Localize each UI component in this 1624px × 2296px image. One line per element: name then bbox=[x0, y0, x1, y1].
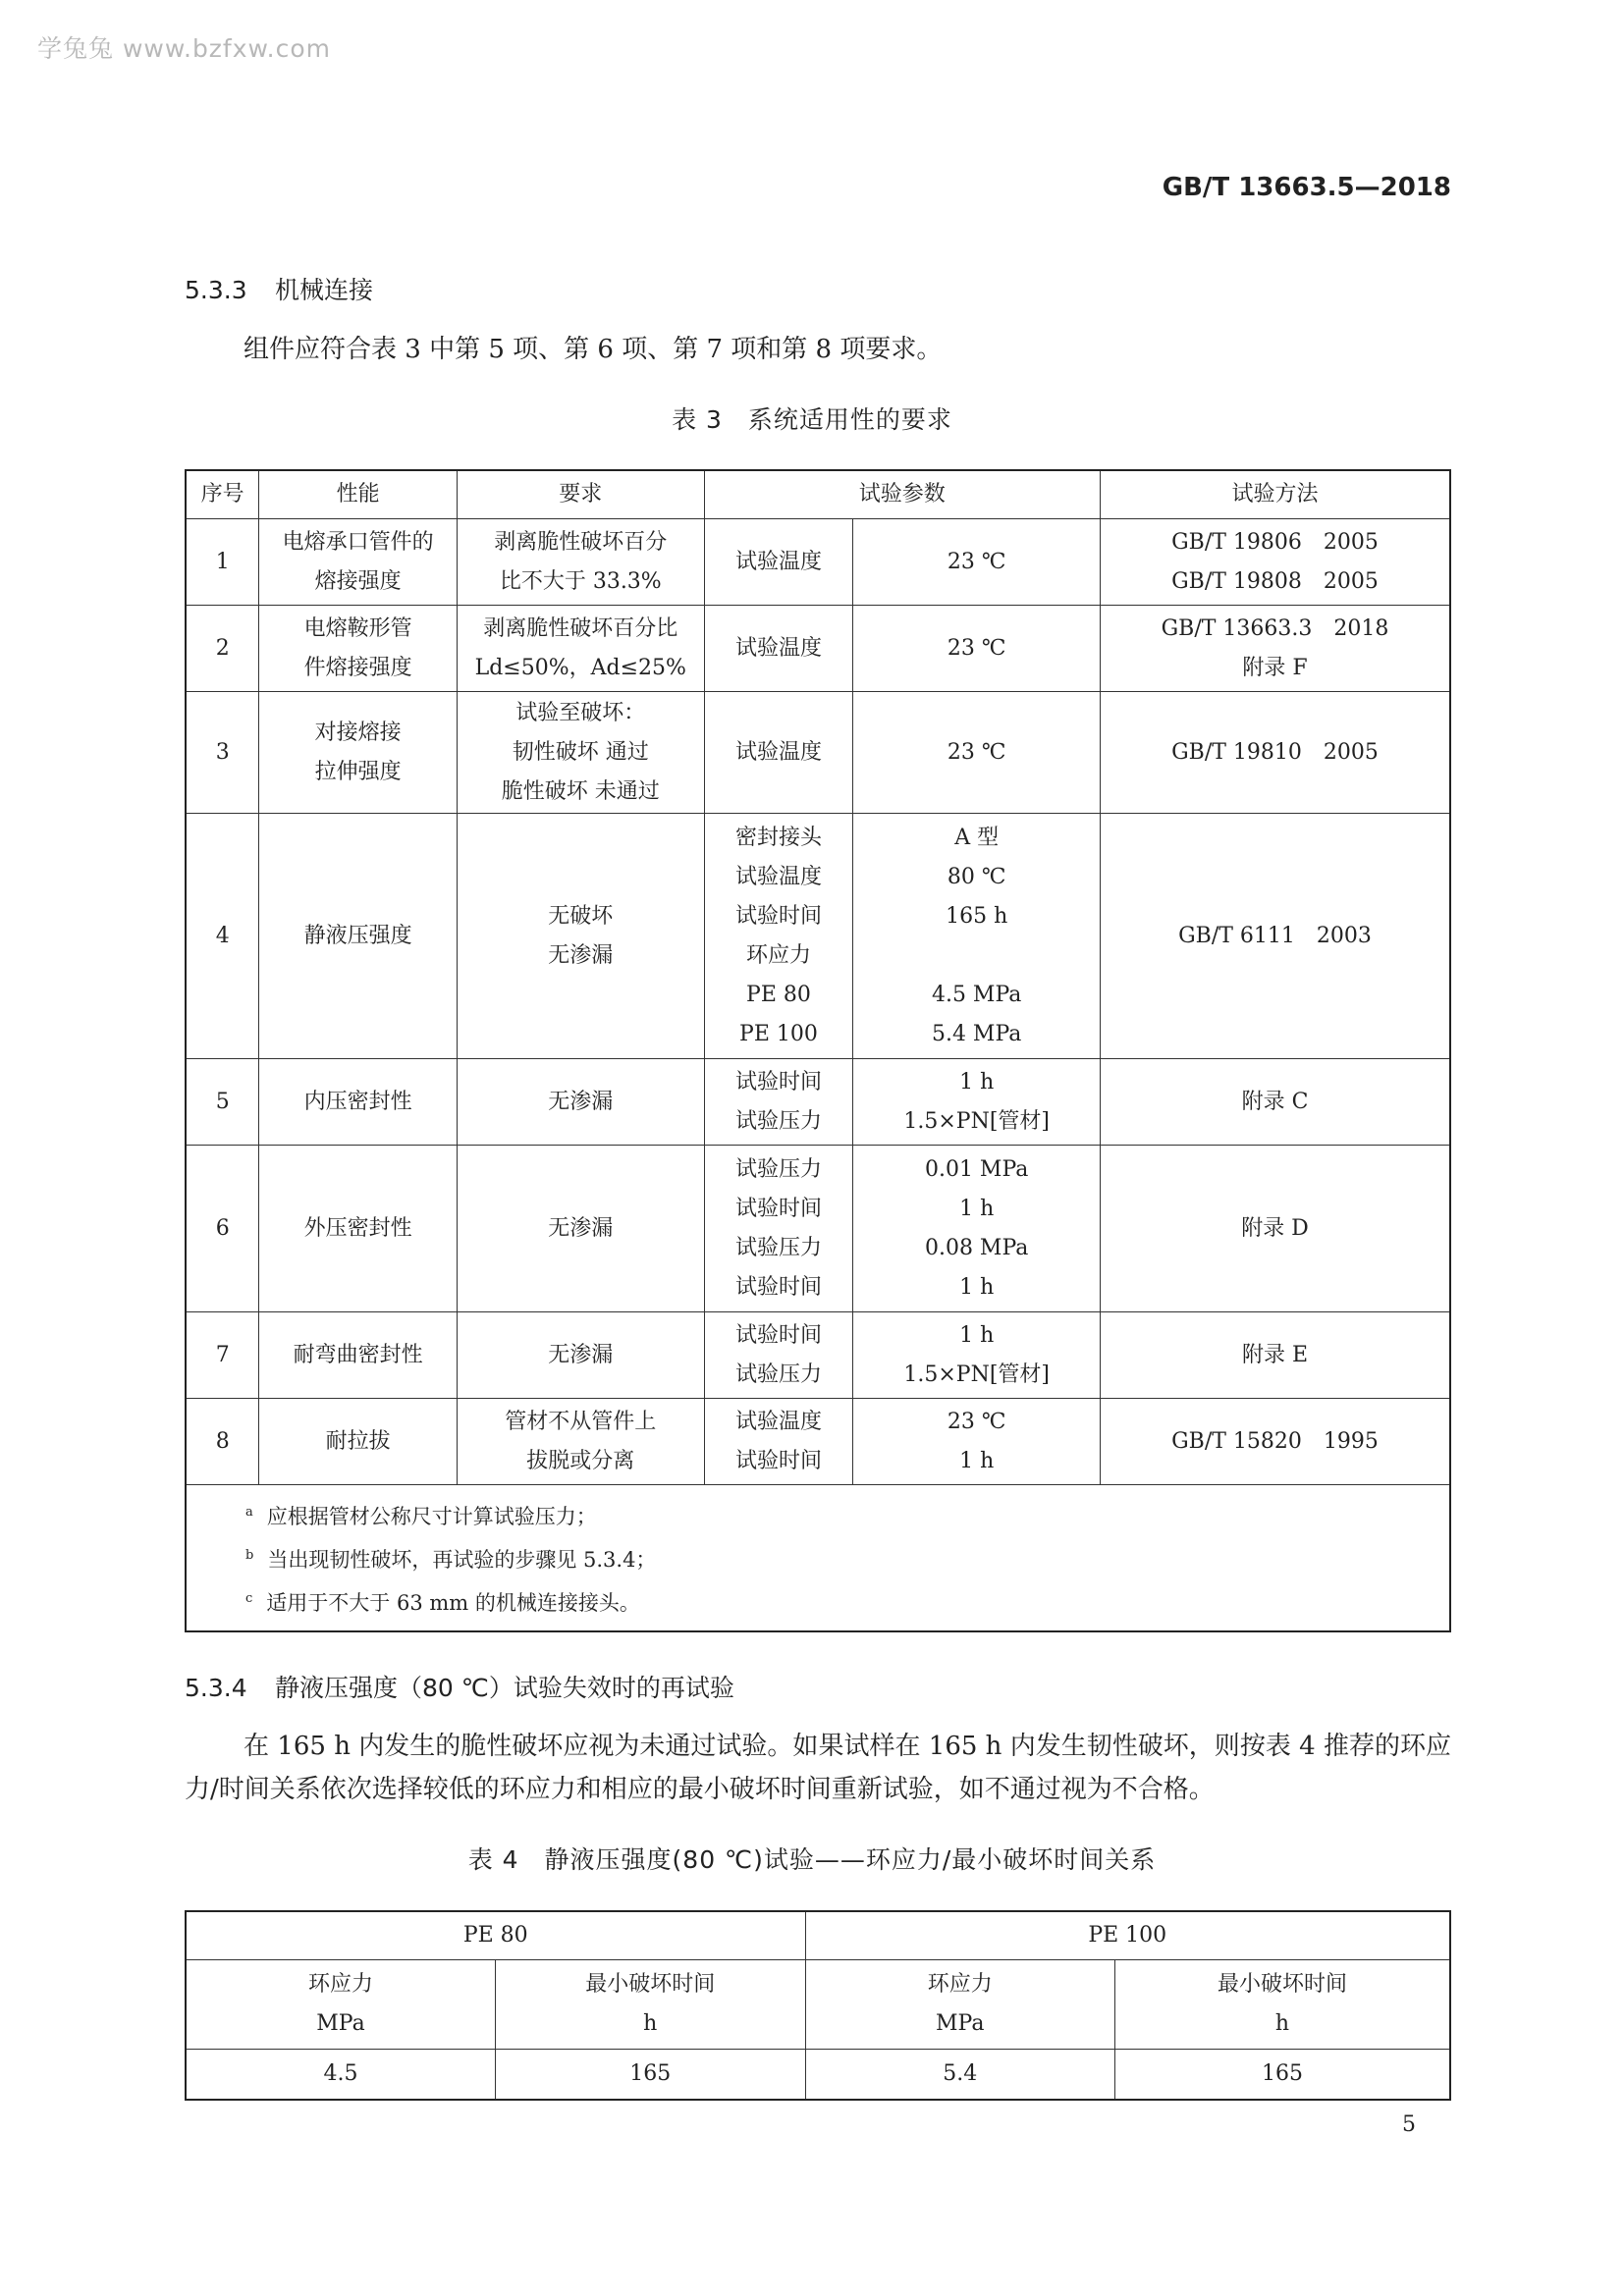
param-label: 试验时间 bbox=[734, 1322, 822, 1348]
param-label: 试验温度 bbox=[734, 635, 822, 661]
section-title: 机械连接 bbox=[275, 276, 374, 304]
footnote bbox=[245, 1536, 1449, 1579]
footnote-mark: b bbox=[245, 1548, 254, 1563]
column-header bbox=[805, 1960, 1115, 2050]
param-value-cell bbox=[853, 692, 1101, 814]
property-line: 电熔鞍形管 bbox=[303, 615, 412, 641]
param-label: 试验压力 bbox=[734, 1108, 822, 1134]
param-label: 密封接头 bbox=[734, 825, 822, 850]
requirement-line: 比不大于 33.3% bbox=[499, 568, 662, 594]
row-number: 3 bbox=[186, 692, 259, 814]
requirement-line: 无渗漏 bbox=[548, 942, 614, 968]
standard-code: GB/T 13663.5—2018 bbox=[1162, 173, 1451, 202]
page-number: 5 bbox=[1402, 2112, 1416, 2137]
param-label-cell bbox=[704, 692, 853, 814]
footnote bbox=[245, 1493, 1449, 1536]
requirement-line: 管材不从管件上 bbox=[505, 1409, 657, 1434]
requirement-line: 韧性破坏 通过 bbox=[512, 739, 649, 765]
requirement-line: 剥离脆性破坏百分比 bbox=[483, 615, 678, 641]
paragraph-5-3-4: 在 165 h 内发生的脆性破坏应视为未通过试验。如果试样在 165 h 内发生韧性破坏，则按表 4 推荐的环应力/时间关系依次选择较低的环应力和相应的最小破坏时间重新试验，如不通过视为不合格。 bbox=[185, 1732, 1451, 1804]
method-line: GB/T 19808 2005 bbox=[1171, 568, 1379, 594]
group-pe80: PE 80 bbox=[186, 1911, 805, 1960]
column-name: 环应力 bbox=[927, 1972, 993, 1997]
table3-row bbox=[186, 1312, 1450, 1399]
header-no: 序号 bbox=[186, 470, 259, 519]
column-header bbox=[186, 1960, 496, 2050]
param-label-cell bbox=[704, 814, 853, 1059]
param-value-cell bbox=[853, 519, 1101, 606]
section-title: 静液压强度（80 ℃）试验失效时的再试验 bbox=[275, 1674, 734, 1702]
param-value: 1 h bbox=[959, 1196, 995, 1221]
property-line: 耐弯曲密封性 bbox=[293, 1342, 423, 1367]
table3-row bbox=[186, 519, 1450, 606]
property-cell bbox=[259, 1312, 458, 1399]
property-cell bbox=[259, 814, 458, 1059]
param-label: 试验时间 bbox=[734, 903, 822, 929]
row-number: 7 bbox=[186, 1312, 259, 1399]
row-number: 1 bbox=[186, 519, 259, 606]
param-value bbox=[853, 936, 1100, 976]
column-unit: MPa bbox=[316, 2011, 365, 2036]
footnote-mark: c bbox=[245, 1591, 253, 1606]
requirement-line: 无渗漏 bbox=[548, 1089, 614, 1114]
watermark: 学兔兔 www.bzfxw.com bbox=[37, 34, 332, 63]
method-cell bbox=[1101, 519, 1450, 606]
param-label-cell bbox=[704, 606, 853, 692]
column-unit: MPa bbox=[936, 2011, 985, 2036]
requirement-cell bbox=[457, 1146, 704, 1312]
param-value: 5.4 MPa bbox=[931, 1021, 1022, 1046]
property-cell bbox=[259, 1059, 458, 1146]
footnotes-cell bbox=[186, 1485, 1450, 1632]
requirement-line: Ld≤50%，Ad≤25% bbox=[474, 655, 686, 680]
requirement-cell bbox=[457, 1312, 704, 1399]
row-number: 4 bbox=[186, 814, 259, 1059]
property-line: 件熔接强度 bbox=[303, 655, 412, 680]
requirement-line: 无渗漏 bbox=[548, 1215, 614, 1241]
table4-cell: 4.5 bbox=[186, 2050, 496, 2101]
property-line: 电熔承口管件的 bbox=[282, 529, 434, 555]
column-name: 最小破坏时间 bbox=[1218, 1972, 1348, 1997]
requirement-line: 脆性破坏 未通过 bbox=[501, 778, 660, 804]
param-value-cell bbox=[853, 1146, 1101, 1312]
param-value-cell bbox=[853, 1059, 1101, 1146]
column-name: 最小破坏时间 bbox=[585, 1972, 716, 1997]
table3-row bbox=[186, 1399, 1450, 1485]
property-cell bbox=[259, 606, 458, 692]
table4-cell: 165 bbox=[1115, 2050, 1450, 2101]
requirement-line: 无破坏 bbox=[548, 903, 614, 929]
header-property: 性能 bbox=[259, 470, 458, 519]
footnote-text: 当出现韧性破坏，再试验的步骤见 5.3.4； bbox=[267, 1548, 657, 1572]
param-label: 试验温度 bbox=[734, 1409, 822, 1434]
param-label: 试验压力 bbox=[734, 1362, 822, 1387]
method-line: GB/T 15820 1995 bbox=[1171, 1428, 1379, 1454]
param-label-cell bbox=[704, 1059, 853, 1146]
table4-caption: 表 4 静液压强度(80 ℃)试验——环应力/最小破坏时间关系 bbox=[467, 1845, 1157, 1874]
table3-caption: 表 3 系统适用性的要求 bbox=[672, 405, 952, 434]
table4-cell: 165 bbox=[496, 2050, 806, 2101]
param-label: 试验时间 bbox=[734, 1274, 822, 1300]
param-label: 试验时间 bbox=[734, 1196, 822, 1221]
footnote-mark: a bbox=[245, 1505, 253, 1520]
requirement-cell bbox=[457, 606, 704, 692]
param-label: 试验温度 bbox=[734, 739, 822, 765]
paragraph-5-3-3: 组件应符合表 3 中第 5 项、第 6 项、第 7 项和第 8 项要求。 bbox=[244, 335, 943, 364]
property-line: 熔接强度 bbox=[314, 568, 402, 594]
method-line: GB/T 19806 2005 bbox=[1171, 529, 1379, 555]
section-number: 5.3.3 bbox=[185, 276, 247, 304]
table4-header-row bbox=[186, 1960, 1450, 2050]
column-unit: h bbox=[1274, 2011, 1290, 2036]
method-line: 附录 C bbox=[1241, 1089, 1309, 1114]
table3 bbox=[185, 469, 1451, 1632]
method-line: 附录 E bbox=[1241, 1342, 1309, 1367]
header-requirement: 要求 bbox=[457, 470, 704, 519]
param-value: 23 ℃ bbox=[947, 549, 1006, 574]
row-number: 5 bbox=[186, 1059, 259, 1146]
column-name: 环应力 bbox=[308, 1972, 374, 1997]
header-method: 试验方法 bbox=[1101, 470, 1450, 519]
requirement-cell bbox=[457, 692, 704, 814]
property-line: 拉伸强度 bbox=[314, 759, 402, 784]
param-label: 环应力 bbox=[745, 942, 811, 968]
section-heading-5-3-4 bbox=[185, 1669, 734, 1704]
param-value-cell bbox=[853, 1399, 1101, 1485]
param-value-cell bbox=[853, 606, 1101, 692]
param-label: 试验压力 bbox=[734, 1235, 822, 1260]
row-number: 2 bbox=[186, 606, 259, 692]
method-cell bbox=[1101, 1399, 1450, 1485]
param-value: 1.5×PN[管材] bbox=[903, 1362, 1050, 1387]
param-value: 1 h bbox=[959, 1274, 995, 1300]
requirement-cell bbox=[457, 519, 704, 606]
requirement-cell bbox=[457, 1399, 704, 1485]
param-value: 80 ℃ bbox=[947, 864, 1006, 889]
property-cell bbox=[259, 1399, 458, 1485]
param-label-cell bbox=[704, 1312, 853, 1399]
param-label: 试验时间 bbox=[734, 1069, 822, 1095]
param-value: 23 ℃ bbox=[947, 635, 1006, 661]
method-line: GB/T 13663.3 2018 bbox=[1161, 615, 1389, 641]
column-header bbox=[496, 1960, 806, 2050]
property-cell bbox=[259, 1146, 458, 1312]
table4-row bbox=[186, 2050, 1450, 2101]
param-value-cell bbox=[853, 1312, 1101, 1399]
param-value: 1.5×PN[管材] bbox=[903, 1108, 1050, 1134]
table3-row bbox=[186, 692, 1450, 814]
param-label: PE 100 bbox=[739, 1021, 818, 1046]
method-cell bbox=[1101, 1059, 1450, 1146]
section-number: 5.3.4 bbox=[185, 1674, 247, 1702]
property-cell bbox=[259, 692, 458, 814]
param-value: 0.08 MPa bbox=[924, 1235, 1029, 1260]
property-line: 对接熔接 bbox=[314, 720, 402, 745]
method-line: 附录 D bbox=[1241, 1215, 1309, 1241]
method-line: 附录 F bbox=[1242, 655, 1308, 680]
requirement-line: 无渗漏 bbox=[548, 1342, 614, 1367]
method-cell bbox=[1101, 1312, 1450, 1399]
method-cell bbox=[1101, 606, 1450, 692]
param-value: 165 h bbox=[946, 903, 1008, 929]
param-label: 试验温度 bbox=[734, 549, 822, 574]
method-line: GB/T 19810 2005 bbox=[1171, 739, 1379, 765]
param-label: 试验压力 bbox=[734, 1156, 822, 1182]
property-cell bbox=[259, 519, 458, 606]
param-label: 试验时间 bbox=[734, 1448, 822, 1473]
method-cell bbox=[1101, 692, 1450, 814]
table3-row bbox=[186, 1146, 1450, 1312]
property-line: 静液压强度 bbox=[303, 923, 412, 948]
requirement-cell bbox=[457, 814, 704, 1059]
requirement-cell bbox=[457, 1059, 704, 1146]
table3-row bbox=[186, 1059, 1450, 1146]
param-label-cell bbox=[704, 519, 853, 606]
table3-footnote-row bbox=[186, 1485, 1450, 1632]
param-value-cell bbox=[853, 814, 1101, 1059]
footnote-text: 适用于不大于 63 mm 的机械连接接头。 bbox=[266, 1591, 640, 1615]
row-number: 6 bbox=[186, 1146, 259, 1312]
requirement-line: 剥离脆性破坏百分 bbox=[494, 529, 668, 555]
param-value: 1 h bbox=[959, 1448, 995, 1473]
param-value: 23 ℃ bbox=[947, 739, 1006, 765]
param-label: 试验温度 bbox=[734, 864, 822, 889]
header-params: 试验参数 bbox=[704, 470, 1100, 519]
table4 bbox=[185, 1910, 1451, 2101]
method-cell bbox=[1101, 1146, 1450, 1312]
property-line: 内压密封性 bbox=[303, 1089, 412, 1114]
param-value: 1 h bbox=[959, 1322, 995, 1348]
table3-row bbox=[186, 814, 1450, 1059]
column-unit: h bbox=[643, 2011, 658, 2036]
footnote-text: 应根据管材公称尺寸计算试验压力； bbox=[266, 1505, 597, 1528]
param-label: PE 80 bbox=[746, 982, 811, 1007]
param-value: 4.5 MPa bbox=[931, 982, 1022, 1007]
table3-row bbox=[186, 606, 1450, 692]
table3-header-row bbox=[186, 470, 1450, 519]
method-line: GB/T 6111 2003 bbox=[1178, 923, 1372, 948]
table4-cell: 5.4 bbox=[805, 2050, 1115, 2101]
param-label-cell bbox=[704, 1146, 853, 1312]
param-value: 1 h bbox=[959, 1069, 995, 1095]
param-value: 23 ℃ bbox=[947, 1409, 1006, 1434]
footnote bbox=[245, 1579, 1449, 1623]
param-value: 0.01 MPa bbox=[924, 1156, 1029, 1182]
table4-group-row bbox=[186, 1911, 1450, 1960]
group-pe100: PE 100 bbox=[805, 1911, 1450, 1960]
property-line: 外压密封性 bbox=[303, 1215, 412, 1241]
section-heading-5-3-3 bbox=[185, 271, 373, 306]
column-header bbox=[1115, 1960, 1450, 2050]
property-line: 耐拉拔 bbox=[325, 1428, 391, 1454]
row-number: 8 bbox=[186, 1399, 259, 1485]
param-label-cell bbox=[704, 1399, 853, 1485]
method-cell bbox=[1101, 814, 1450, 1059]
param-value: A 型 bbox=[954, 825, 1000, 850]
requirement-line: 拔脱或分离 bbox=[526, 1448, 635, 1473]
requirement-line: 试验至破坏： bbox=[515, 700, 646, 725]
